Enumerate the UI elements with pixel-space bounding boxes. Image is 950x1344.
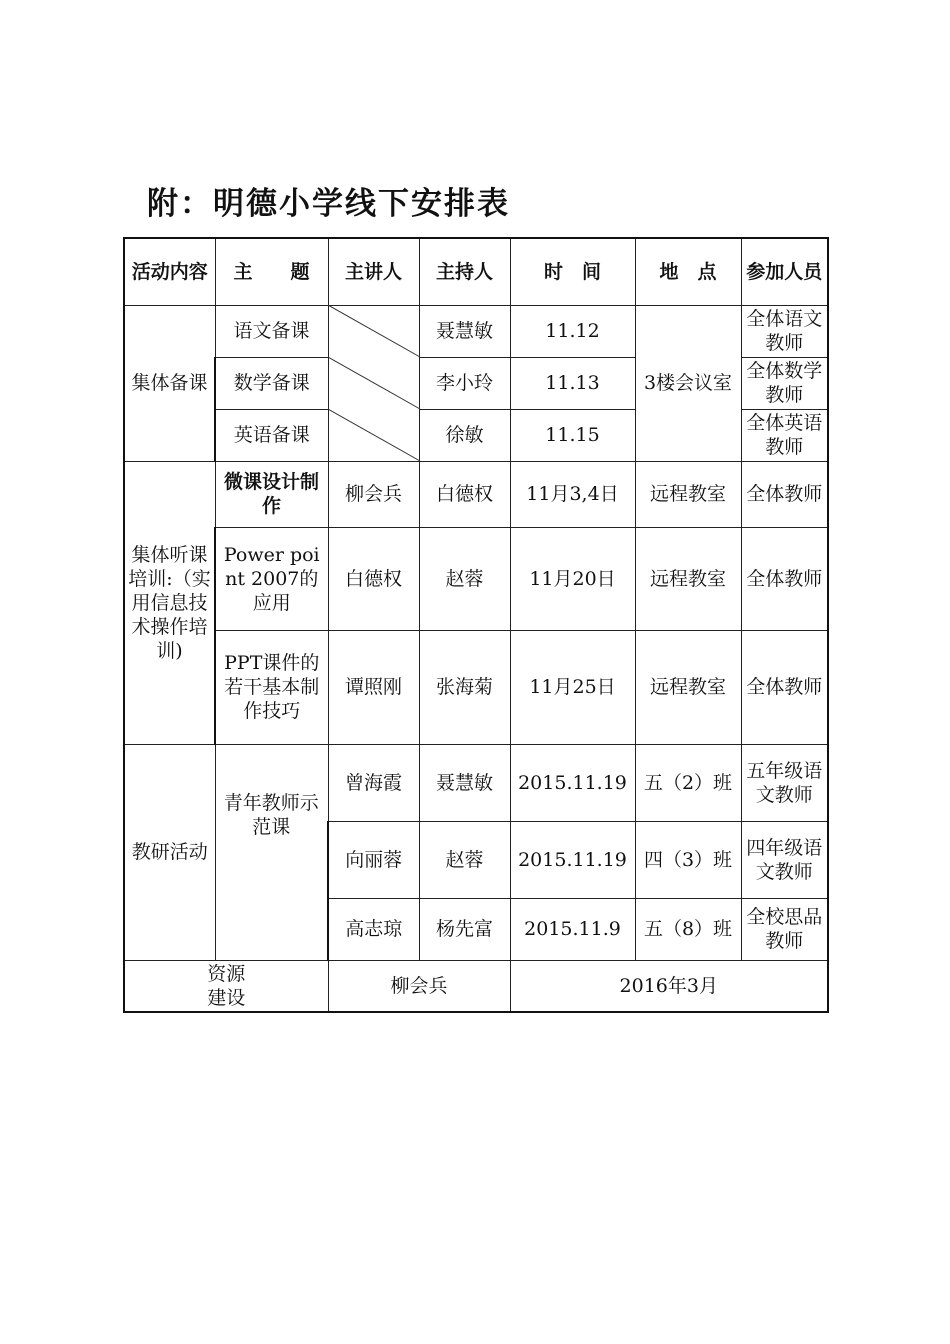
header-host: 主持人 (419, 238, 510, 305)
table-row (124, 305, 828, 357)
host-cell: 赵蓉 (419, 527, 510, 630)
time-cell: 11.13 (510, 357, 635, 409)
place-cell: 远程教室 (635, 527, 741, 630)
speaker-cell: 柳会兵 (328, 461, 419, 527)
time-cell: 2015.11.9 (510, 898, 635, 960)
place-cell: 3楼会议室 (635, 305, 741, 461)
resource-person: 柳会兵 (328, 960, 510, 1012)
participants-cell: 五年级语文教师 (741, 744, 828, 821)
group-label-research: 教研活动 (124, 744, 215, 960)
host-cell: 聂慧敏 (419, 744, 510, 821)
host-cell: 赵蓉 (419, 821, 510, 898)
place-cell: 四（3）班 (635, 821, 741, 898)
topic-cell: 微课设计制作 (215, 461, 328, 527)
table-row (124, 744, 828, 821)
topic-cell: 英语备课 (215, 409, 328, 461)
topic-cell: 青年教师示范课 (215, 744, 328, 960)
speaker-cell: 谭照刚 (328, 630, 419, 744)
host-cell: 徐敏 (419, 409, 510, 461)
table-row (124, 527, 828, 630)
header-topic: 主 题 (215, 238, 328, 305)
header-activity: 活动内容 (124, 238, 215, 305)
participants-cell: 全校思品教师 (741, 898, 828, 960)
time-cell: 2015.11.19 (510, 821, 635, 898)
speaker-cell: 曾海霞 (328, 744, 419, 821)
table-row (124, 461, 828, 527)
place-cell: 远程教室 (635, 461, 741, 527)
header-participants: 参加人员 (741, 238, 828, 305)
topic-cell: PPT课件的若干基本制作技巧 (215, 630, 328, 744)
speaker-cell: 白德权 (328, 527, 419, 630)
time-cell: 11月25日 (510, 630, 635, 744)
time-cell: 11.15 (510, 409, 635, 461)
participants-cell: 全体教师 (741, 527, 828, 630)
time-cell: 2015.11.19 (510, 744, 635, 821)
group-label-training: 集体听课培训:（实用信息技术操作培训) (124, 461, 215, 744)
place-cell: 五（8）班 (635, 898, 741, 960)
host-cell: 张海菊 (419, 630, 510, 744)
place-cell: 五（2）班 (635, 744, 741, 821)
header-time: 时 间 (510, 238, 635, 305)
participants-cell: 四年级语文教师 (741, 821, 828, 898)
host-cell: 李小玲 (419, 357, 510, 409)
participants-cell: 全体语文教师 (741, 305, 828, 357)
participants-cell: 全体教师 (741, 630, 828, 744)
resource-label (124, 960, 328, 1012)
participants-cell: 全体教师 (741, 461, 828, 527)
header-place: 地 点 (635, 238, 741, 305)
participants-cell: 全体英语教师 (741, 409, 828, 461)
header-speaker: 主讲人 (328, 238, 419, 305)
speaker-empty-cell (328, 305, 419, 461)
header-row (124, 238, 828, 305)
resource-date: 2016年3月 (510, 960, 828, 1012)
time-cell: 11.12 (510, 305, 635, 357)
topic-cell: Power point 2007的应用 (215, 527, 328, 630)
group-label-prep: 集体备课 (124, 305, 215, 461)
resource-label-text: 资源建设 (207, 962, 246, 1009)
host-cell: 白德权 (419, 461, 510, 527)
speaker-cell: 向丽蓉 (328, 821, 419, 898)
schedule-table (123, 237, 829, 1013)
host-cell: 杨先富 (419, 898, 510, 960)
topic-cell: 数学备课 (215, 357, 328, 409)
topic-cell: 语文备课 (215, 305, 328, 357)
time-cell: 11月3,4日 (510, 461, 635, 527)
document-title: 附：明德小学线下安排表 (147, 186, 510, 222)
host-cell: 聂慧敏 (419, 305, 510, 357)
participants-cell: 全体数学教师 (741, 357, 828, 409)
speaker-cell: 高志琼 (328, 898, 419, 960)
time-cell: 11月20日 (510, 527, 635, 630)
table-row (124, 630, 828, 744)
resource-row (124, 960, 828, 1012)
place-cell: 远程教室 (635, 630, 741, 744)
